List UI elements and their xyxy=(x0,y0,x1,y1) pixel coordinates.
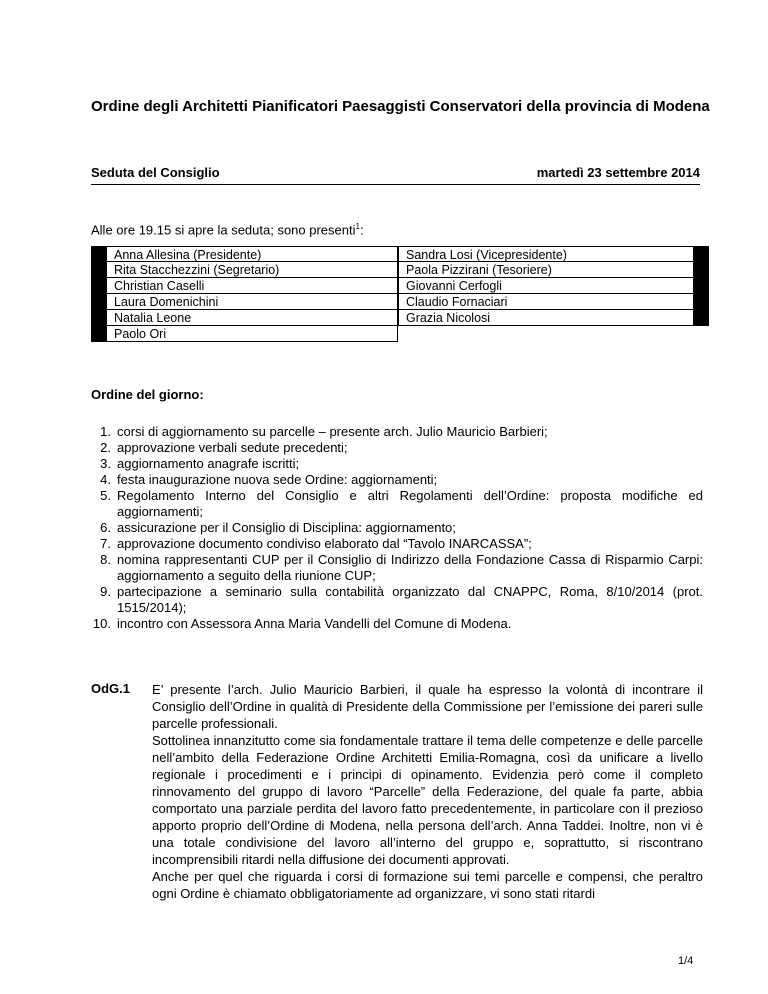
agenda-item xyxy=(91,440,703,456)
odg1-label: OdG.1 xyxy=(91,681,131,696)
agenda-item-text: approvazione documento condiviso elaborato dal “Tavolo INARCASSA”; xyxy=(117,536,532,551)
agenda-item xyxy=(91,456,703,472)
agenda-item xyxy=(91,424,703,440)
agenda-item-number: 6. xyxy=(100,520,111,535)
agenda-item xyxy=(91,584,703,616)
odg1-paragraph: E’ presente l’arch. Julio Mauricio Barbieri, il quale ha espresso la volontà di incontrare il Consiglio dell’Ordine in qualità di Presidente della Commissione per l’emissione dei pareri sulle parcelle professionali. xyxy=(152,682,703,731)
agenda-item-number: 5. xyxy=(100,488,111,503)
agenda-item-text: assicurazione per il Consiglio di Disciplina: aggiornamento; xyxy=(117,520,456,535)
agenda-item-number: 7. xyxy=(100,536,111,551)
agenda-item-number: 4. xyxy=(100,472,111,487)
attendee: Rita Stacchezzini (Segretario) xyxy=(106,262,398,278)
odg1-paragraph: Anche per quel che riguarda i corsi di formazione sui temi parcelle e compensi, che peraltro ogni Ordine è chiamato obbligatoriamente ad organizzare, vi sono stati ritardi xyxy=(152,869,703,901)
agenda-item xyxy=(91,616,703,632)
agenda-item-text: approvazione verbali sedute precedenti; xyxy=(117,440,348,455)
agenda-item xyxy=(91,536,703,552)
right-black-bar xyxy=(694,246,709,326)
attendee: Claudio Fornaciari xyxy=(398,294,694,310)
intro-line xyxy=(91,222,364,237)
agenda-item-text: corsi di aggiornamento su parcelle – presente arch. Julio Mauricio Barbieri; xyxy=(117,424,548,439)
intro-text: Alle ore 19.15 si apre la seduta; sono presenti xyxy=(91,222,356,238)
odg1-body xyxy=(152,681,703,902)
odg1-paragraph: Sottolinea innanzitutto come sia fondamentale trattare il tema delle competenze e delle parcelle nell’ambito della Federazione Ordine Architetti Emilia-Romagna, così da unificare a livello regionale i procedimenti e i principi di opinamento. Evidenzia però come il completo rinnovamento del gruppo di lavoro “Parcelle” della Federazione, del quale fa parte, abbia comportato una parziale perdita del lavoro fatto precedentemente, in particolare con il prezioso apporto proprio dell’Ordine di Modena, nella persona dell’arch. Anna Taddei. Inoltre, non vi è una totale condivisione del lavoro all’interno del gruppo e, soprattutto, si riscontrano incomprensibili ritardi nella diffusione dei documenti approvati. xyxy=(152,733,703,867)
agenda-item-text: incontro con Assessora Anna Maria Vandelli del Comune di Modena. xyxy=(117,616,512,631)
agenda-item-number: 10. xyxy=(92,616,111,631)
attendee: Laura Domenichini xyxy=(106,294,398,310)
attendance-table xyxy=(91,246,709,342)
attendance-column-left xyxy=(106,246,398,342)
agenda-item-number: 8. xyxy=(100,552,111,567)
agenda-list xyxy=(91,424,703,632)
meeting-date: martedì 23 settembre 2014 xyxy=(536,165,700,180)
attendee: Natalia Leone xyxy=(106,310,398,326)
footnote-ref: 1 xyxy=(355,222,360,231)
agenda-item xyxy=(91,552,703,584)
agenda-item-number: 3. xyxy=(100,456,111,471)
meeting-type: Seduta del Consiglio xyxy=(91,165,220,180)
attendee: Christian Caselli xyxy=(106,278,398,294)
attendee: Giovanni Cerfogli xyxy=(398,278,694,294)
agenda-item-number: 1. xyxy=(100,424,111,439)
agenda-item xyxy=(91,472,703,488)
attendee: Paola Pizzirani (Tesoriere) xyxy=(398,262,694,278)
agenda-item-text: nomina rappresentanti CUP per il Consiglio di Indirizzo della Fondazione Cassa di Risparmio Carpi: aggiornamento a seguito della riunione CUP; xyxy=(117,552,703,583)
meeting-header xyxy=(91,165,700,185)
left-black-bar xyxy=(91,246,106,342)
attendee: Grazia Nicolosi xyxy=(398,310,694,326)
agenda-item xyxy=(91,488,703,520)
attendee: Paolo Ori xyxy=(106,326,398,342)
attendee: Sandra Losi (Vicepresidente) xyxy=(398,246,694,262)
attendee: Anna Allesina (Presidente) xyxy=(106,246,398,262)
agenda-heading: Ordine del giorno: xyxy=(91,387,204,402)
page-number: 1/4 xyxy=(678,955,694,967)
agenda-item-number: 2. xyxy=(100,440,111,455)
agenda-item-text: aggiornamento anagrafe iscritti; xyxy=(117,456,300,471)
agenda-item-text: Regolamento Interno del Consiglio e altri Regolamenti dell’Ordine: proposta modifiche ed aggiornamenti; xyxy=(117,488,703,519)
agenda-item xyxy=(91,520,703,536)
document-title: Ordine degli Architetti Pianificatori Paesaggisti Conservatori della provincia di Modena xyxy=(91,98,710,115)
intro-suffix: : xyxy=(359,222,364,238)
agenda-item-number: 9. xyxy=(100,584,111,599)
attendance-column-right xyxy=(398,246,694,326)
agenda-item-text: partecipazione a seminario sulla contabilità organizzato dal CNAPPC, Roma, 8/10/2014 (prot. 1515/2014); xyxy=(117,584,703,615)
agenda-item-text: festa inaugurazione nuova sede Ordine: aggiornamenti; xyxy=(117,472,438,487)
